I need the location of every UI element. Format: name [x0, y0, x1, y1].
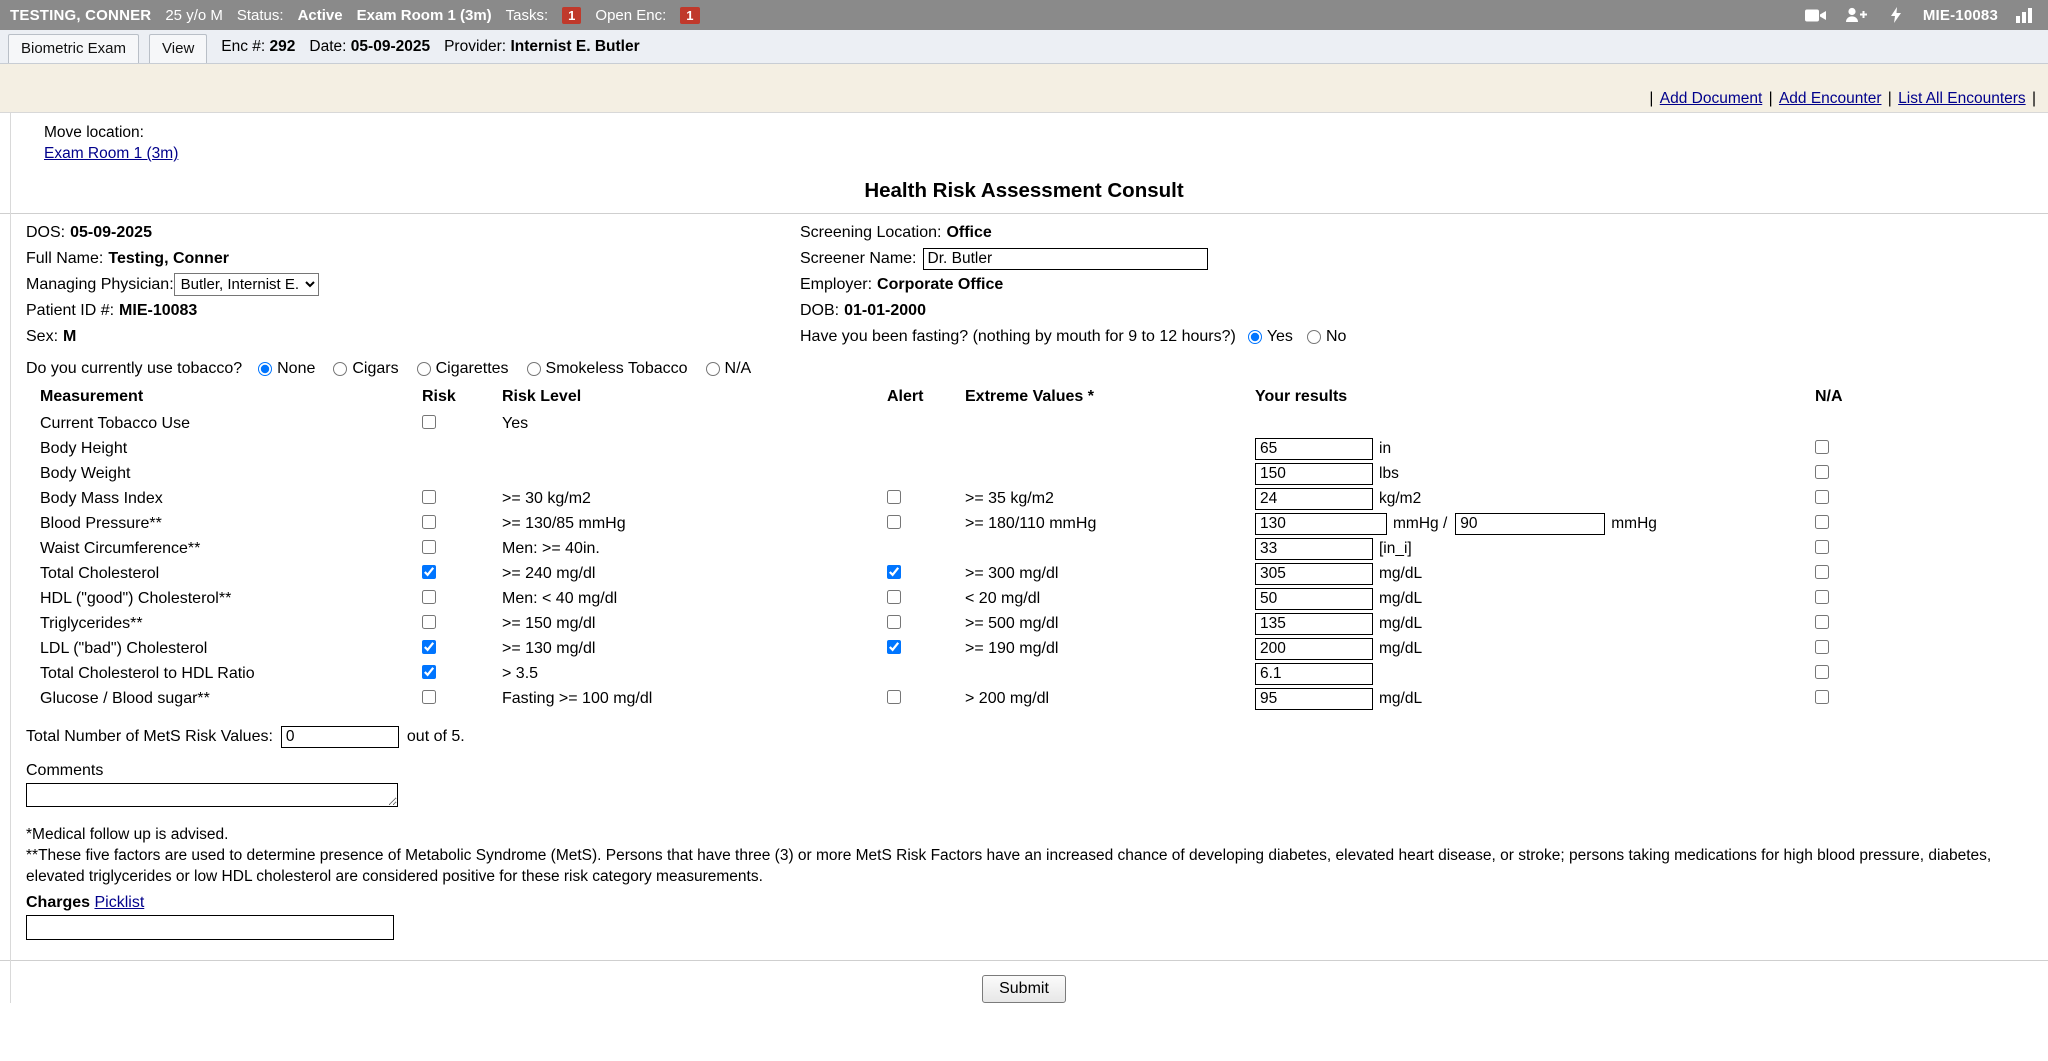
- na-checkbox[interactable]: [1815, 665, 1829, 679]
- row-alert-cell: [887, 687, 965, 712]
- sex-label: Sex:: [26, 327, 59, 345]
- row-risk-level: >= 130/85 mmHg: [502, 515, 626, 533]
- result-unit-label: mg/dL: [1379, 615, 1423, 633]
- row-na-cell: [1815, 512, 2030, 537]
- row-results-cell: [1255, 437, 1815, 462]
- row-risk-level: Yes: [502, 415, 529, 433]
- na-checkbox[interactable]: [1815, 515, 1829, 529]
- tobacco-cigars-label: Cigars: [352, 359, 399, 377]
- na-checkbox[interactable]: [1815, 440, 1829, 454]
- tobacco-na-radio[interactable]: [706, 362, 720, 376]
- na-checkbox[interactable]: [1815, 540, 1829, 554]
- open-encounters-count-badge[interactable]: 1: [680, 7, 699, 24]
- row-measurement-label: Waist Circumference**: [40, 540, 201, 558]
- result-diastolic-input[interactable]: [1455, 513, 1605, 535]
- alert-checkbox[interactable]: [887, 590, 901, 604]
- encounter-number-field: [221, 38, 295, 56]
- row-extreme-value: [965, 462, 1255, 487]
- risk-checkbox[interactable]: [422, 665, 436, 679]
- tasks-label: Tasks:: [505, 6, 549, 24]
- row-measurement-label: Total Cholesterol: [40, 565, 160, 583]
- risk-checkbox[interactable]: [422, 490, 436, 504]
- comments-section: [0, 748, 2048, 807]
- header-alert: Alert: [887, 387, 924, 405]
- encounter-date-value: 05-09-2025: [350, 37, 431, 55]
- row-alert-cell: [887, 512, 965, 537]
- alert-checkbox[interactable]: [887, 690, 901, 704]
- row-extreme-value: [965, 662, 1255, 687]
- pipe-separator-1: |: [1649, 90, 1654, 107]
- charges-input[interactable]: [26, 915, 394, 940]
- result-input[interactable]: [1255, 638, 1373, 660]
- header-measurement: Measurement: [40, 387, 144, 405]
- full-name-value: Testing, Conner: [108, 249, 229, 267]
- demographics-right-column: [800, 220, 2048, 350]
- row-na-cell: [1815, 587, 2030, 612]
- mets-total-input[interactable]: [281, 726, 399, 748]
- risk-checkbox[interactable]: [422, 415, 436, 429]
- table-row: [22, 487, 2030, 512]
- full-name-row: [26, 246, 800, 272]
- row-alert-cell: [887, 487, 965, 512]
- result-unit-label: mg/dL: [1379, 640, 1423, 658]
- mets-total-row: [0, 712, 2048, 748]
- encounter-date-label: Date:: [309, 37, 347, 55]
- result-input[interactable]: [1255, 688, 1373, 710]
- row-alert-cell: [887, 612, 965, 637]
- tobacco-smokeless-radio[interactable]: [527, 362, 541, 376]
- fasting-no-option[interactable]: [1307, 328, 1346, 346]
- row-risk-level: > 3.5: [502, 665, 539, 683]
- row-risk-level: >= 240 mg/dl: [502, 565, 596, 583]
- row-na-cell: [1815, 462, 2030, 487]
- dos-value: 05-09-2025: [70, 223, 152, 241]
- row-risk-level: [502, 437, 887, 462]
- row-risk-level: Men: < 40 mg/dl: [502, 590, 618, 608]
- table-header-row: [22, 384, 2030, 412]
- row-extreme-value: >= 180/110 mmHg: [965, 515, 1097, 533]
- tobacco-option-na[interactable]: [706, 360, 752, 378]
- result-unit-label: mmHg /: [1393, 515, 1448, 533]
- row-extreme-value: [965, 437, 1255, 462]
- tobacco-none-radio[interactable]: [258, 362, 272, 376]
- row-risk-cell: [422, 462, 502, 487]
- full-name-label: Full Name:: [26, 249, 104, 267]
- risk-checkbox[interactable]: [422, 540, 436, 554]
- add-document-link[interactable]: Add Document: [1659, 90, 1763, 107]
- row-extreme-value: >= 190 mg/dl: [965, 640, 1059, 658]
- dob-value: 01-01-2000: [844, 301, 926, 319]
- table-row: [22, 662, 2030, 687]
- move-location-link[interactable]: Exam Room 1 (3m): [44, 144, 179, 162]
- screening-location-label: Screening Location:: [800, 223, 942, 241]
- bar-chart-icon[interactable]: [2012, 4, 2038, 26]
- table-row: [22, 687, 2030, 712]
- alert-checkbox[interactable]: [887, 565, 901, 579]
- row-risk-cell: [422, 412, 502, 437]
- encounter-number-label: Enc #:: [221, 37, 266, 55]
- pipe-separator-3: |: [1887, 90, 1892, 107]
- row-risk-cell: [422, 587, 502, 612]
- screener-name-label: Screener Name:: [800, 249, 917, 267]
- risk-checkbox[interactable]: [422, 640, 436, 654]
- row-extreme-value: > 200 mg/dl: [965, 690, 1050, 708]
- managing-physician-select[interactable]: [174, 273, 319, 296]
- video-camera-icon[interactable]: [1803, 4, 1829, 26]
- employer-label: Employer:: [800, 275, 873, 293]
- result-unit-label: [in_i]: [1379, 540, 1412, 558]
- alert-checkbox[interactable]: [887, 515, 901, 529]
- row-risk-level: >= 130 mg/dl: [502, 640, 596, 658]
- add-encounter-link[interactable]: Add Encounter: [1778, 90, 1882, 107]
- add-user-icon[interactable]: [1843, 4, 1869, 26]
- row-results-cell: [1255, 462, 1815, 487]
- encounter-toolbar: [0, 30, 2048, 64]
- table-row: [22, 512, 2030, 537]
- row-extreme-value: < 20 mg/dl: [965, 590, 1041, 608]
- encounter-provider-field: [444, 38, 640, 56]
- row-risk-cell: [422, 437, 502, 462]
- lightning-bolt-icon[interactable]: [1883, 4, 1909, 26]
- row-risk-cell: [422, 487, 502, 512]
- na-checkbox[interactable]: [1815, 690, 1829, 704]
- alert-checkbox[interactable]: [887, 615, 901, 629]
- charges-section: [0, 888, 2048, 940]
- tobacco-cigars-radio[interactable]: [333, 362, 347, 376]
- screening-location-row: [800, 220, 2048, 246]
- row-extreme-value: [965, 412, 1255, 437]
- row-measurement-label: Total Cholesterol to HDL Ratio: [40, 665, 255, 683]
- comments-label: Comments: [26, 761, 104, 779]
- result-unit-label: lbs: [1379, 465, 1399, 483]
- fasting-no-label: No: [1325, 327, 1347, 345]
- tobacco-none-label: None: [277, 359, 316, 377]
- tobacco-use-row: [0, 350, 2048, 384]
- managing-physician-label: Managing Physician:: [26, 275, 174, 293]
- row-na-cell: [1815, 687, 2030, 712]
- row-risk-cell: [422, 537, 502, 562]
- tab-view[interactable]: View: [149, 34, 207, 63]
- header-risk-level: Risk Level: [502, 387, 582, 405]
- row-alert-cell: [887, 662, 965, 687]
- na-checkbox[interactable]: [1815, 590, 1829, 604]
- fasting-question: Have you been fasting? (nothing by mouth for 9 to 12 hours?): [800, 327, 1236, 345]
- fasting-yes-label: Yes: [1266, 327, 1293, 345]
- patient-mrn: MIE-10083: [1922, 6, 1998, 24]
- fasting-yes-option[interactable]: [1248, 328, 1293, 346]
- row-risk-cell: [422, 612, 502, 637]
- row-risk-level: >= 30 kg/m2: [502, 490, 591, 508]
- row-results-cell: [1255, 687, 1815, 712]
- measurements-table-body: [22, 412, 2030, 712]
- result-unit-label: kg/m2: [1379, 490, 1422, 508]
- sex-value: M: [63, 327, 77, 345]
- row-extreme-value: >= 35 kg/m2: [965, 490, 1054, 508]
- table-row: [22, 462, 2030, 487]
- mets-total-label: Total Number of MetS Risk Values:: [26, 727, 273, 745]
- tobacco-option-smokeless[interactable]: [527, 360, 688, 378]
- result-unit-label: in: [1379, 440, 1392, 458]
- demographics-section: [0, 214, 2048, 350]
- patient-header-bar: [0, 0, 2048, 30]
- tobacco-question: Do you currently use tobacco?: [26, 359, 243, 377]
- row-risk-level: Fasting >= 100 mg/dl: [502, 690, 653, 708]
- result-input[interactable]: [1255, 538, 1373, 560]
- tobacco-option-none[interactable]: [258, 360, 315, 378]
- result-input[interactable]: [1255, 613, 1373, 635]
- row-risk-cell: [422, 512, 502, 537]
- patient-age-sex: 25 y/o M: [165, 6, 223, 24]
- na-checkbox[interactable]: [1815, 565, 1829, 579]
- row-na-cell: [1815, 562, 2030, 587]
- risk-checkbox[interactable]: [422, 590, 436, 604]
- row-results-cell: [1255, 512, 1815, 537]
- row-results-cell: [1255, 587, 1815, 612]
- row-na-cell: [1815, 612, 2030, 637]
- header-risk: Risk: [422, 387, 456, 405]
- row-na-cell: [1815, 537, 2030, 562]
- patient-id-label: Patient ID #:: [26, 301, 115, 319]
- row-extreme-value: [965, 537, 1255, 562]
- result-input[interactable]: [1255, 513, 1387, 535]
- alert-checkbox[interactable]: [887, 640, 901, 654]
- row-results-cell: [1255, 612, 1815, 637]
- fasting-row: [800, 324, 2048, 350]
- employer-row: [800, 272, 2048, 298]
- row-extreme-value: >= 500 mg/dl: [965, 615, 1059, 633]
- encounter-number-value: 292: [269, 37, 296, 55]
- charges-label: Charges: [26, 893, 91, 911]
- na-checkbox[interactable]: [1815, 640, 1829, 654]
- row-na-cell: [1815, 662, 2030, 687]
- submit-area: [0, 960, 2048, 1003]
- table-row: [22, 412, 2030, 437]
- row-risk-level: [502, 462, 887, 487]
- table-row: [22, 537, 2030, 562]
- header-extreme-values: Extreme Values *: [965, 387, 1094, 405]
- risk-checkbox[interactable]: [422, 615, 436, 629]
- row-alert-cell: [887, 587, 965, 612]
- row-results-cell: [1255, 487, 1815, 512]
- row-risk-level: Men: >= 40in.: [502, 540, 600, 558]
- tobacco-option-cigars[interactable]: [333, 360, 398, 378]
- form-content: [0, 112, 2048, 1003]
- row-measurement-label: Triglycerides**: [40, 615, 143, 633]
- dos-label: DOS:: [26, 223, 66, 241]
- footnote-mets-explanation: **These five factors are used to determine presence of Metabolic Syndrome (MetS). Persons that have three (3) or more MetS Risk Factors have an increased chance of developing diabetes, elevated heart disease, or stroke; persons taking medications for high blood pressure, diabetes, elevated triglycerides or low HDL cholesterol are considered positive for these risk category measurements.: [26, 846, 1992, 885]
- row-risk-level: >= 150 mg/dl: [502, 615, 596, 633]
- tobacco-na-label: N/A: [724, 359, 752, 377]
- screening-location-value: Office: [946, 223, 992, 241]
- demographics-left-column: [0, 220, 800, 350]
- row-results-cell: [1255, 537, 1815, 562]
- submit-button[interactable]: Submit: [982, 975, 1066, 1003]
- tobacco-smokeless-label: Smokeless Tobacco: [545, 359, 688, 377]
- row-extreme-value: >= 300 mg/dl: [965, 565, 1059, 583]
- fasting-no-radio[interactable]: [1307, 330, 1321, 344]
- patient-name: TESTING, CONNER: [10, 6, 152, 24]
- row-risk-cell: [422, 662, 502, 687]
- list-all-encounters-link[interactable]: List All Encounters: [1898, 90, 2026, 107]
- risk-checkbox[interactable]: [422, 515, 436, 529]
- header-na: N/A: [1815, 387, 1843, 405]
- fasting-yes-radio[interactable]: [1248, 330, 1262, 344]
- table-row: [22, 437, 2030, 462]
- status-label: Status:: [236, 6, 284, 24]
- result-unit-label: mg/dL: [1379, 690, 1423, 708]
- tobacco-option-cigarettes[interactable]: [417, 360, 509, 378]
- pipe-separator-2: |: [1768, 90, 1773, 107]
- row-measurement-label: LDL ("bad") Cholesterol: [40, 640, 208, 658]
- table-row: [22, 637, 2030, 662]
- tab-biometric-exam[interactable]: Biometric Exam: [8, 34, 139, 63]
- screener-name-row: [800, 246, 2048, 272]
- row-measurement-label: Body Height: [40, 440, 128, 458]
- row-measurement-label: Body Weight: [40, 465, 131, 483]
- table-row: [22, 587, 2030, 612]
- open-enc-label: Open Enc:: [595, 6, 667, 24]
- mets-total-suffix: out of 5.: [406, 727, 465, 745]
- status-value: Active: [297, 6, 343, 24]
- result-unit-label: mg/dL: [1379, 565, 1423, 583]
- row-na-cell: [1815, 637, 2030, 662]
- employer-value: Corporate Office: [877, 275, 1004, 293]
- row-risk-cell: [422, 687, 502, 712]
- footnote-medical-followup: *Medical follow up is advised.: [26, 825, 229, 843]
- dob-label: DOB:: [800, 301, 840, 319]
- alert-checkbox[interactable]: [887, 490, 901, 504]
- row-measurement-label: Glucose / Blood sugar**: [40, 690, 210, 708]
- result-input[interactable]: [1255, 463, 1373, 485]
- row-alert-cell: [887, 637, 965, 662]
- result-input[interactable]: [1255, 438, 1373, 460]
- na-checkbox[interactable]: [1815, 490, 1829, 504]
- patient-id-value: MIE-10083: [119, 301, 198, 319]
- result-diastolic-unit-label: mmHg: [1611, 515, 1657, 533]
- tobacco-cigarettes-label: Cigarettes: [435, 359, 509, 377]
- dob-row: [800, 298, 2048, 324]
- measurements-table: [22, 384, 2030, 712]
- row-alert-cell: [887, 437, 965, 462]
- row-measurement-label: Current Tobacco Use: [40, 415, 190, 433]
- tasks-count-badge[interactable]: 1: [562, 7, 581, 24]
- risk-checkbox[interactable]: [422, 690, 436, 704]
- page-title: Health Risk Assessment Consult: [864, 178, 1184, 202]
- row-results-cell: [1255, 412, 1815, 437]
- row-measurement-label: HDL ("good") Cholesterol**: [40, 590, 232, 608]
- charges-picklist-link[interactable]: Picklist: [94, 893, 145, 911]
- row-na-cell: [1815, 437, 2030, 462]
- result-input[interactable]: [1255, 588, 1373, 610]
- row-risk-cell: [422, 637, 502, 662]
- encounter-provider-value: Internist E. Butler: [510, 37, 640, 55]
- patient-room[interactable]: Exam Room 1 (3m): [356, 6, 492, 24]
- risk-checkbox[interactable]: [422, 565, 436, 579]
- row-measurement-label: Body Mass Index: [40, 490, 163, 508]
- sex-row: [26, 324, 800, 350]
- row-results-cell: [1255, 562, 1815, 587]
- patient-id-row: [26, 298, 800, 324]
- table-row: [22, 612, 2030, 637]
- row-alert-cell: [887, 537, 965, 562]
- left-rule: [10, 113, 11, 1003]
- screener-name-input[interactable]: [923, 248, 1208, 270]
- row-na-cell: [1815, 412, 2030, 437]
- footnotes-section: [0, 807, 2048, 888]
- encounter-provider-label: Provider:: [444, 37, 507, 55]
- pipe-separator-4: |: [2031, 90, 2036, 107]
- header-your-results: Your results: [1255, 387, 1348, 405]
- row-alert-cell: [887, 412, 965, 437]
- move-location-block: [0, 113, 2048, 165]
- row-measurement-label: Blood Pressure**: [40, 515, 162, 533]
- result-unit-label: mg/dL: [1379, 590, 1423, 608]
- tobacco-cigarettes-radio[interactable]: [417, 362, 431, 376]
- row-results-cell: [1255, 662, 1815, 687]
- row-risk-cell: [422, 562, 502, 587]
- table-row: [22, 562, 2030, 587]
- result-input[interactable]: [1255, 488, 1373, 510]
- na-checkbox[interactable]: [1815, 465, 1829, 479]
- row-na-cell: [1815, 487, 2030, 512]
- row-results-cell: [1255, 637, 1815, 662]
- row-alert-cell: [887, 462, 965, 487]
- result-input[interactable]: [1255, 663, 1373, 685]
- document-actions-links: [1649, 90, 2036, 108]
- row-alert-cell: [887, 562, 965, 587]
- dos-row: [26, 220, 800, 246]
- result-input[interactable]: [1255, 563, 1373, 585]
- document-actions-bar: [0, 64, 2048, 112]
- managing-physician-row: [26, 272, 800, 298]
- encounter-date-field: [309, 38, 430, 56]
- comments-textarea[interactable]: [26, 783, 398, 807]
- na-checkbox[interactable]: [1815, 615, 1829, 629]
- move-location-label: Move location:: [44, 124, 144, 141]
